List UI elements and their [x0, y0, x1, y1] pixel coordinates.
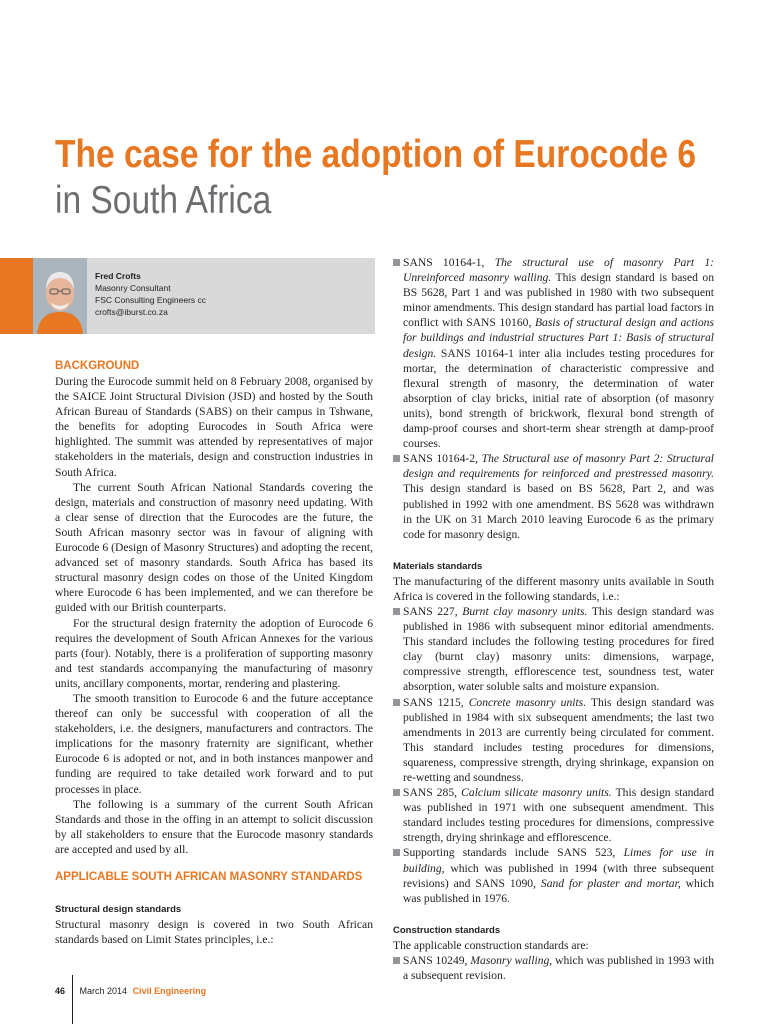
heading-background: BACKGROUND	[55, 360, 140, 372]
issue-date: March 2014	[79, 986, 128, 996]
footer-divider	[72, 975, 73, 1024]
subheading-structural-design: Structural design standards	[55, 904, 182, 915]
heading-applicable-standards: APPLICABLE SOUTH AFRICAN MASONRY STANDARDS	[55, 871, 363, 883]
page-number: 46	[55, 986, 66, 996]
author-name: Fred Crofts	[95, 271, 141, 281]
paragraph: The manufacturing of the different masonry units available in South Africa is covered in the following standards, i.e.:	[393, 574, 714, 603]
journal-name: Civil Engineering	[132, 986, 207, 996]
list-item: SANS 10164-2, The Structural use of masonry Part 2: Structural design and requirements for reinforced and prestressed masonry. This design standard is based on BS 5628, Part 2, and was published in 1992 with one amendment. BS 5628 was withdrawn in the UK on 31 March 2010 leaving Eurocode 6 as the primary code for masonry design.	[393, 451, 714, 542]
paragraph: The smooth transition to Eurocode 6 and the future acceptance thereof can only be successful with cooperation of all the stakeholders, i.e. the designers, manufacturers and contractors. The implications for the masonry fraternity are significant, whether Eurocode 6 is adopted or not, and in both instances manpower and funding are required to take detailed work forward and to put processes in place.	[55, 691, 373, 796]
right-column	[393, 255, 714, 983]
paragraph: The current South African National Standards covering the design, materials and construction of masonry need updating. With a clear sense of direction that the Eurocodes are the future, the South African masonry sector was in favour of aligning with Eurocode 6 (Design of Masonry Structures) and adopting the recent, advanced set of masonry standards. South Africa has based its structural masonry design codes on those of the United Kingdom where Eurocode 6 has been implemented, and we can therefore be guided with our British counterparts.	[55, 480, 373, 615]
list-item: SANS 285, Calcium silicate masonry units. This design standard was published in 1971 with one subsequent amendment. This standard includes testing procedures for dimensions, compressive strength, drying shrinkage and efflorescence.	[393, 785, 714, 845]
author-company: FSC Consulting Engineers cc	[95, 295, 207, 305]
author-accent-tab	[0, 258, 33, 334]
list-item: Supporting standards include SANS 523, Limes for use in building, which was published in 1994 (with three subsequent revisions) and SANS 1090, Sand for plaster and mortar, which was published in 1976.	[393, 845, 714, 905]
paragraph: Structural masonry design is covered in two South African standards based on Limit States principles, i.e.:	[55, 918, 373, 947]
author-box	[33, 258, 375, 334]
list-item: SANS 1215, Concrete masonry units. This design standard was published in 1984 with six subsequent amendments; the last two amendments in 2013 are currently being circulated for comment. This standard includes testing procedures for dimensions, squareness, compressive strength, drying shrinkage, expansion on re-wetting and soundness.	[393, 695, 714, 786]
list-item: SANS 10249, Masonry walling, which was published in 1993 with a subsequent revision.	[393, 953, 714, 983]
list-item: SANS 10164-1, The structural use of masonry Part 1: Unreinforced masonry walling. This design standard is based on BS 5628, Part 1 and was published in 1980 with two subsequent minor amendments. This design standard has partial load factors in conflict with SANS 10160, Basis of structural design and actions for buildings and industrial structures Part 1: Basis of structural design. SANS 10164-1 inter alia includes testing procedures for mortar, the determination of characteristic compressive and flexural strength of masonry, the determination of water absorption of clay bricks, initial rate of absorption (of masonry units), bond strength of brickwork, flexural bond strength of damp-proof courses and short-term shear strength at damp-proof courses.	[393, 255, 714, 451]
paragraph: The following is a summary of the current South African Standards and those in the offing in an attempt to solicit discussion by all stakeholders to ensure that the Eurocode masonry standards are accepted and used by all.	[55, 797, 373, 856]
paragraph: During the Eurocode summit held on 8 February 2008, organised by the SAICE Joint Structural Division (JSD) and hosted by the South African Bureau of Standards (SABS) on their campus in Tshwane, the benefits for adopting Eurocodes in South Africa were highlighted. The summit was attended by representatives of major stakeholders in the materials, design and construction industries in South Africa.	[55, 375, 373, 479]
author-role: Masonry Consultant	[95, 283, 171, 293]
article-title	[55, 132, 735, 224]
list-item: SANS 227, Burnt clay masonry units. This design standard was published in 1986 with subsequent minor editorial amendments. This standard includes the following testing procedures for fired clay (burnt clay) masonry units: dimensions, warpage, compressive strength, efflorescence test, soundness test, water absorption, water soluble salts and moisture expansion.	[393, 604, 714, 695]
author-email[interactable]: crofts@iburst.co.za	[95, 307, 168, 317]
title-line-2: in South Africa	[55, 179, 272, 222]
page-footer	[55, 985, 206, 997]
left-column	[55, 358, 373, 947]
subheading-materials: Materials standards	[393, 560, 483, 572]
paragraph: For the structural design fraternity the adoption of Eurocode 6 requires the development of South African Annexes for the various parts (four). Notably, there is a proliferation of supporting masonry and test standards accompanying the manufacturing of masonry units, ancillary components, mortar, rendering and plastering.	[55, 616, 373, 690]
subheading-construction: Construction standards	[393, 924, 501, 936]
author-info	[95, 270, 206, 318]
author-photo	[33, 258, 87, 334]
paragraph: The applicable construction standards are:	[393, 938, 589, 952]
title-line-1: The case for the adoption of Eurocode 6	[55, 133, 697, 176]
